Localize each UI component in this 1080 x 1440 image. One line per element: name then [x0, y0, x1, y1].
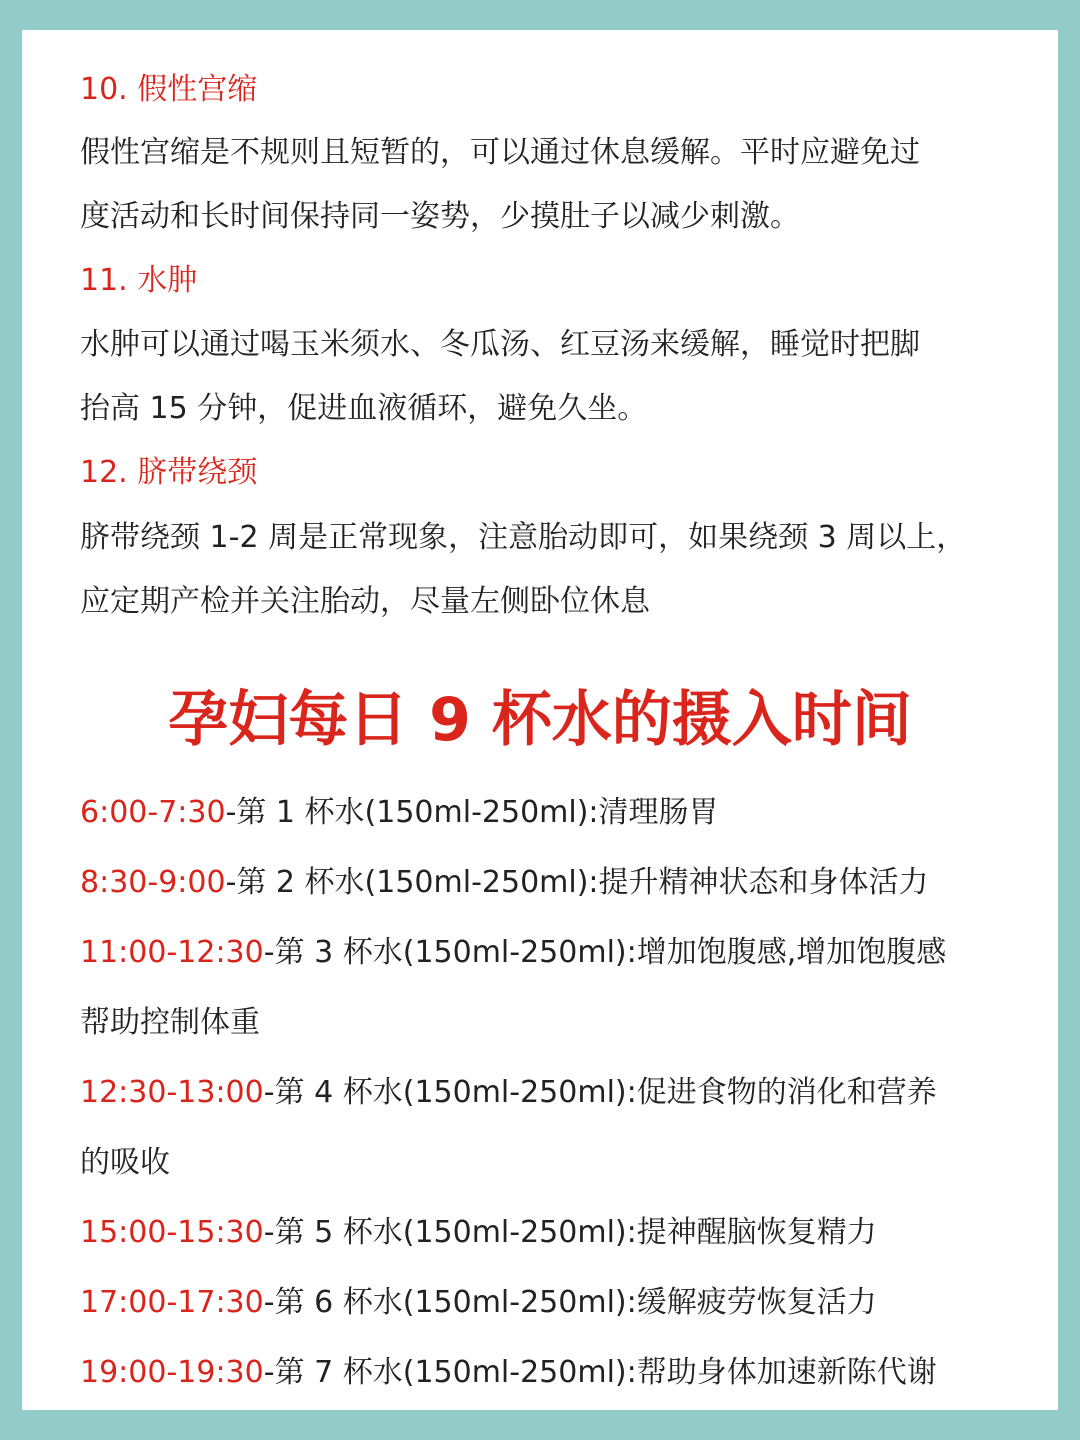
- schedule-description: -第 6 杯水(150ml-250ml):缓解疲劳恢复活力: [263, 1285, 877, 1320]
- schedule-description: -第 5 杯水(150ml-250ml):提神醒脑恢复精力: [263, 1215, 877, 1250]
- body-line: 应定期产检并关注胎动，尽量左侧卧位休息: [80, 584, 650, 619]
- section-body-false-contractions: [80, 121, 1000, 249]
- section-heading-false-contractions: 10. 假性宫缩: [80, 72, 258, 107]
- body-line: 度活动和长时间保持同一姿势，少摸肚子以减少刺激。: [80, 199, 800, 234]
- schedule-entry-continuation: 的吸收: [80, 1145, 170, 1180]
- schedule-entry: [80, 1268, 1000, 1338]
- schedule-entry: [80, 848, 1000, 918]
- schedule-description: -第 3 杯水(150ml-250ml):增加饱腹感,增加饱腹感: [263, 935, 947, 970]
- schedule-time: 12:30-13:00: [80, 1075, 264, 1110]
- section-body-nuchal-cord: [80, 506, 1000, 634]
- content-card: [22, 30, 1058, 1410]
- schedule-entry: [80, 1338, 1000, 1408]
- schedule-entry: [80, 918, 1000, 988]
- body-line: 水肿可以通过喝玉米须水、冬瓜汤、红豆汤来缓解，睡觉时把脚: [80, 327, 920, 362]
- section-heading-edema: 11. 水肿: [80, 263, 198, 298]
- schedule-time: 19:00-19:30: [80, 1355, 264, 1390]
- body-line: 脐带绕颈 1-2 周是正常现象，注意胎动即可，如果绕颈 3 周以上，: [80, 520, 967, 555]
- schedule-entry: [80, 778, 1000, 848]
- schedule-entry: [80, 1058, 1000, 1128]
- schedule-time: 11:00-12:30: [80, 935, 264, 970]
- main-title: 孕妇每日 9 杯水的摄入时间: [168, 685, 912, 755]
- schedule-time: 8:30-9:00: [80, 865, 226, 900]
- schedule-time: 15:00-15:30: [80, 1215, 264, 1250]
- schedule-description: -第 2 杯水(150ml-250ml):提升精神状态和身体活力: [225, 865, 929, 900]
- body-line: 假性宫缩是不规则且短暂的，可以通过休息缓解。平时应避免过: [80, 135, 920, 170]
- schedule-description: -第 4 杯水(150ml-250ml):促进食物的消化和营养: [263, 1075, 937, 1110]
- water-schedule-list: [80, 778, 1000, 1408]
- schedule-description: -第 7 杯水(150ml-250ml):帮助身体加速新陈代谢: [263, 1355, 937, 1390]
- schedule-description: -第 1 杯水(150ml-250ml):清理肠胃: [225, 795, 719, 830]
- section-heading-nuchal-cord: 12. 脐带绕颈: [80, 455, 258, 490]
- schedule-time: 6:00-7:30: [80, 795, 226, 830]
- schedule-time: 17:00-17:30: [80, 1285, 264, 1320]
- schedule-entry: [80, 1198, 1000, 1268]
- schedule-entry-continuation: 帮助控制体重: [80, 1005, 260, 1040]
- body-line: 抬高 15 分钟，促进血液循环，避免久坐。: [80, 391, 648, 426]
- section-body-edema: [80, 313, 1000, 441]
